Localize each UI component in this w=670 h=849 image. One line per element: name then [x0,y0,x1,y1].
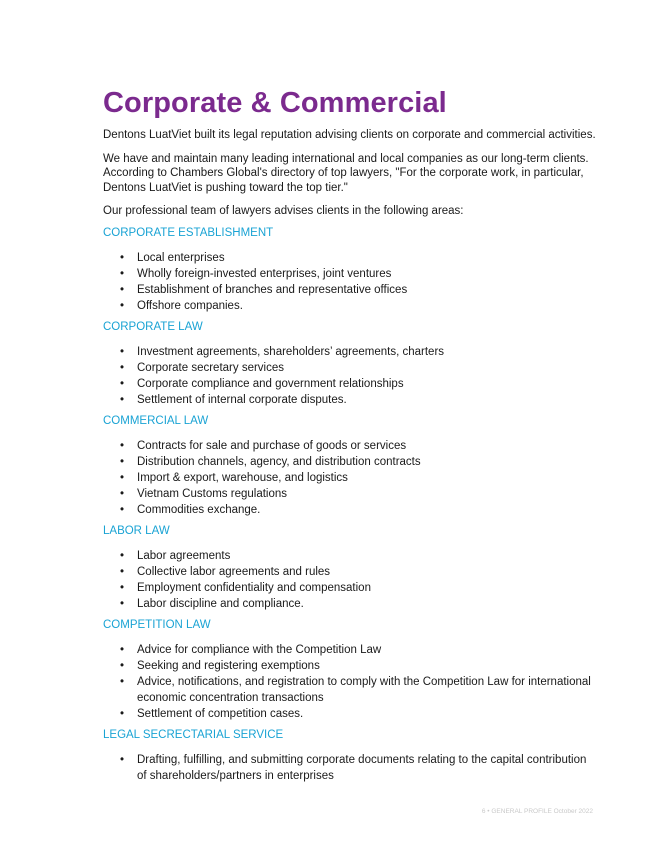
list-item: • Offshore companies. [120,299,243,312]
bullet-icon: • [120,643,125,656]
bullet-icon: • [120,439,125,452]
bullet-icon: • [120,471,125,484]
section-heading-corporate-law: CORPORATE LAW [103,320,203,333]
bullet-icon: • [120,675,125,688]
list-item: • Corporate compliance and government relationships [120,377,404,390]
bullet-icon: • [120,251,125,264]
bullet-icon: • [120,361,125,374]
page-title: Corporate & Commercial [103,87,447,119]
list-item: • Investment agreements, shareholders’ agreements, charters [120,345,445,358]
bullet-icon: • [120,503,125,516]
list-item: • Collective labor agreements and rules [120,565,331,578]
bullet-icon: • [120,283,125,296]
list-item: • Advice for compliance with the Competition Law [120,643,382,656]
bullet-icon: • [120,487,125,500]
bullet-icon: • [120,267,125,280]
bullet-icon: • [120,581,125,594]
list-item: • Seeking and registering exemptions [120,659,320,672]
bullet-icon: • [120,659,125,672]
list-item: • Settlement of internal corporate disputes. [120,393,347,406]
intro-paragraph: Dentons LuatViet built its legal reputation advising clients on corporate and commercial activities. [103,129,596,141]
section-heading-labor-law: LABOR LAW [103,524,170,537]
list-item: • Import & export, warehouse, and logistics [120,471,348,484]
clients-paragraph: We have and maintain many leading international and local companies as our long-term clients. According to Chambers Global's directory of top lawyers, "For the corporate work, in particular, Dentons LuatViet is pushing toward the top tier." [103,152,589,194]
list-item: • Settlement of competition cases. [120,707,304,720]
bullet-icon: • [120,753,125,766]
list-item: • Contracts for sale and purchase of goods or services [120,439,407,452]
bullet-icon: • [120,565,125,578]
list-item: • Advice, notifications, and registration to comply with the Competition Law for international economic concentration transactions [120,675,591,704]
bullet-icon: • [120,377,125,390]
corporate-law-list [103,344,597,408]
legal-secretarial-list [103,752,597,784]
list-item: • Vietnam Customs regulations [120,487,287,500]
list-item: • Commodities exchange. [120,503,261,516]
commercial-law-list [103,438,597,518]
section-heading-corporate-establishment: CORPORATE ESTABLISHMENT [103,226,274,239]
bullet-icon: • [120,345,125,358]
labor-law-list [103,548,597,612]
corporate-establishment-list [103,250,597,314]
bullet-icon: • [120,549,125,562]
section-heading-legal-secretarial-service: LEGAL SECRECTARIAL SERVICE [103,728,284,741]
list-item: • Wholly foreign-invested enterprises, joint ventures [120,267,392,280]
list-item: • Local enterprises [120,251,225,264]
bullet-icon: • [120,393,125,406]
list-item: • Labor agreements [120,549,231,562]
page-footer: 6 • GENERAL PROFILE October 2022 [481,808,593,815]
competition-law-list [103,642,597,722]
areas-intro-paragraph: Our professional team of lawyers advises clients in the following areas: [103,205,464,217]
bullet-icon: • [120,597,125,610]
list-item: • Corporate secretary services [120,361,284,374]
list-item: • Labor discipline and compliance. [120,597,304,610]
section-heading-competition-law: COMPETITION LAW [103,618,211,631]
list-item: • Distribution channels, agency, and distribution contracts [120,455,421,468]
list-item: • Employment confidentiality and compensation [120,581,371,594]
document-page [103,86,597,790]
list-item: • Establishment of branches and representative offices [120,283,408,296]
section-heading-commercial-law: COMMERCIAL LAW [103,414,209,427]
bullet-icon: • [120,707,125,720]
bullet-icon: • [120,299,125,312]
list-item: • Drafting, fulfilling, and submitting corporate documents relating to the capital contribution of shareholders/partners in enterprises [120,753,587,782]
bullet-icon: • [120,455,125,468]
